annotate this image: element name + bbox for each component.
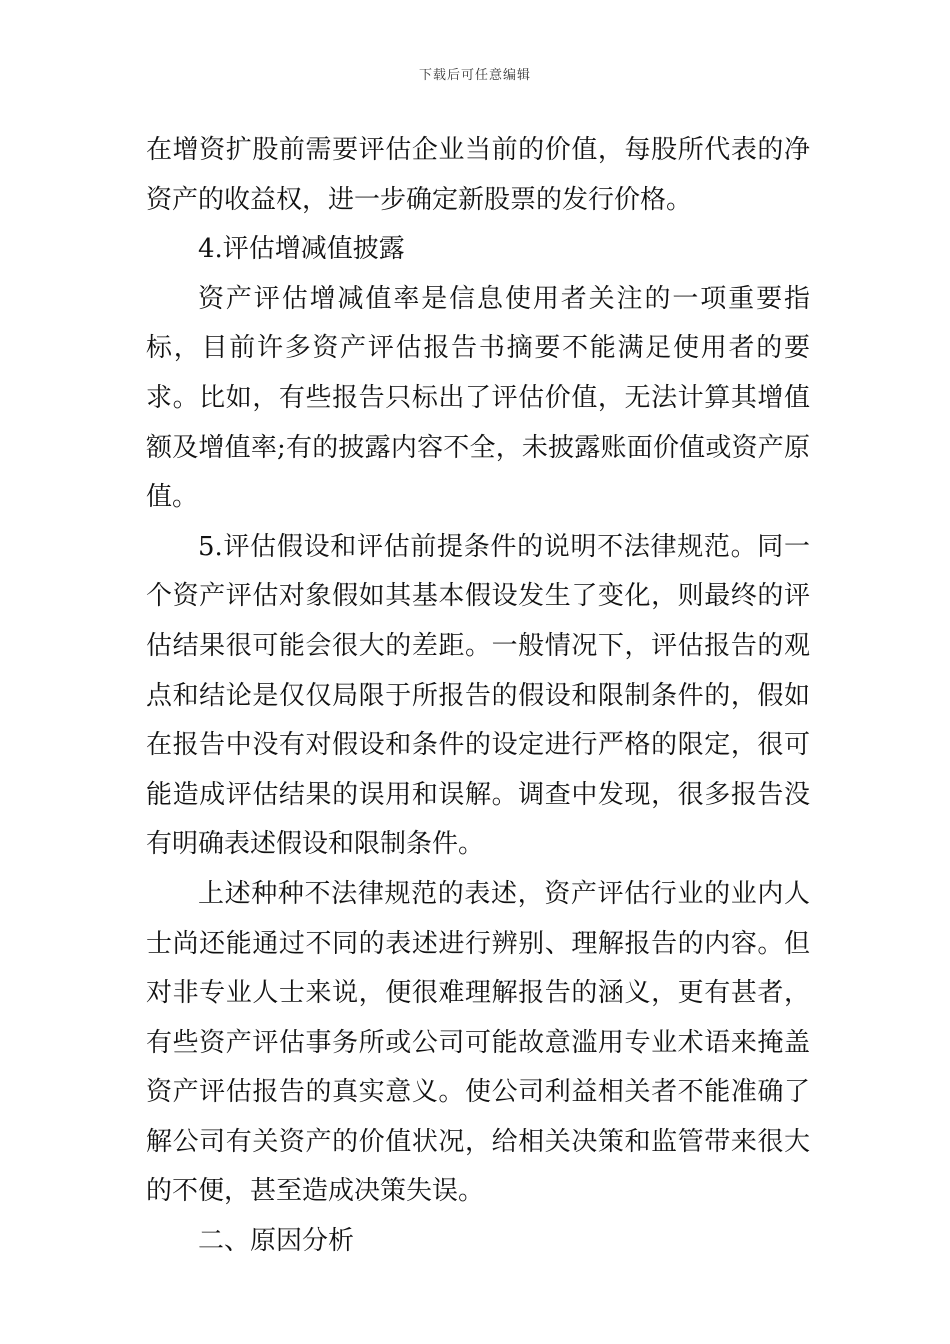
document-body: [146, 126, 810, 1267]
paragraph-summary: 上述种种不法律规范的表述，资产评估行业的业内人士尚还能通过不同的表述进行辨别、理解报告的内容。但对非专业人士来说，便很难理解报告的涵义，更有甚者，有些资产评估事务所或公司可能故意滥用专业术语来掩盖资产评估报告的真实意义。使公司利益相关者不能准确了解公司有关资产的价值状况，给相关决策和监管带来很大的不便，甚至造成决策失误。: [146, 878, 810, 1207]
paragraph-assumptions: 5.评估假设和评估前提条件的说明不法律规范。同一个资产评估对象假如其基本假设发生了变化，则最终的评估结果很可能会很大的差距。一般情况下，评估报告的观点和结论是仅仅局限于所报告的假设和限制条件的，假如在报告中没有对假设和条件的设定进行严格的限定，很可能造成评估结果的误用和误解。调查中发现，很多报告没有明确表述假设和限制条件。: [146, 531, 810, 860]
section-heading-reason-analysis: 二、原因分析: [198, 1226, 355, 1257]
section-heading-4: 4.评估增减值披露: [198, 234, 405, 265]
paragraph-continuation: 在增资扩股前需要评估企业当前的价值，每股所代表的净资产的收益权，进一步确定新股票的发行价格。: [146, 135, 810, 215]
page-header: 下载后可任意编辑: [418, 68, 531, 83]
paragraph-valuation-change-rate: 资产评估增减值率是信息使用者关注的一项重要指标，目前许多资产评估报告书摘要不能满足使用者的要求。比如，有些报告只标出了评估价值，无法计算其增值额及增值率;有的披露内容不全，未披露账面价值或资产原值。: [146, 283, 810, 513]
